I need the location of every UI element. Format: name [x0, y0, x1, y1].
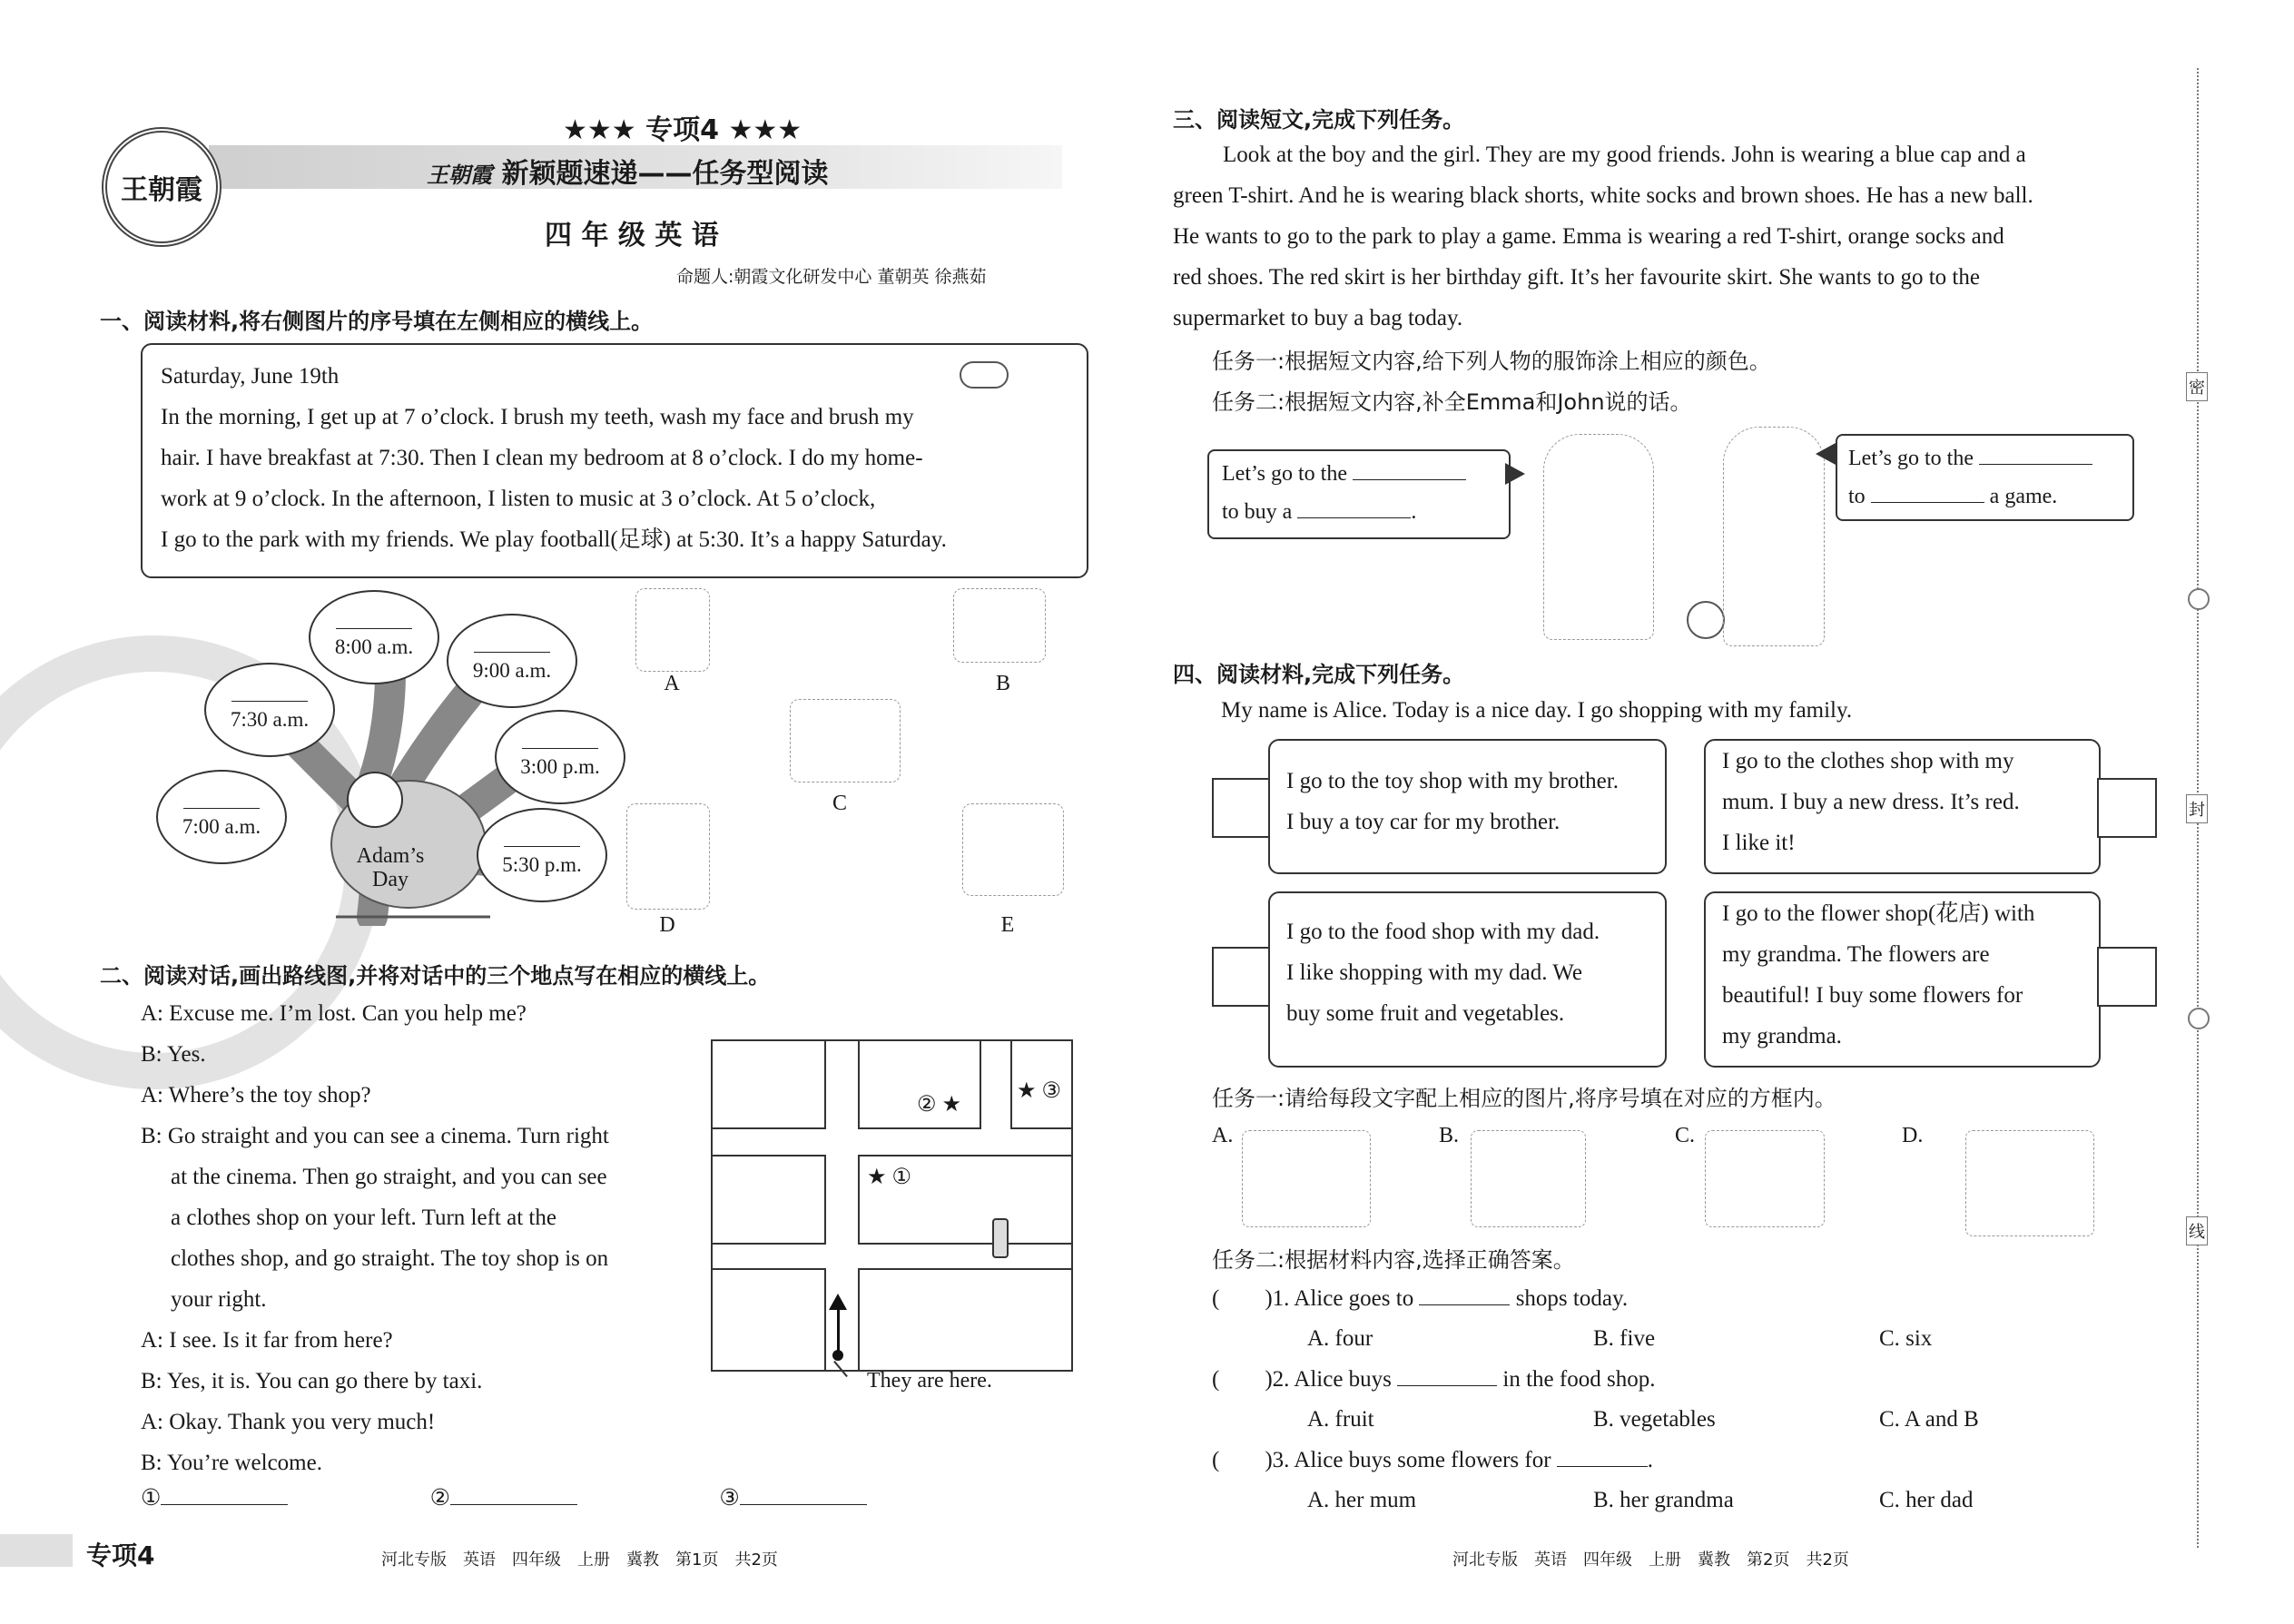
box1-line: I go to the toy shop with my brother. — [1286, 769, 1619, 793]
answer-1-label: ① — [141, 1486, 162, 1511]
emma-girl-figure — [1543, 434, 1654, 640]
part3-line: red shoes. The red skirt is her birthday gift. It’s her favourite skirt. She wants to go to the — [1173, 265, 1980, 290]
time-bubble-text: 7:30 a.m. — [230, 708, 310, 731]
here-label: They are here. — [867, 1369, 992, 1393]
john-line2b: a game. — [1989, 485, 2058, 508]
part2-answers — [141, 1478, 867, 1519]
map-block — [713, 1268, 826, 1372]
passage-box-1 — [1268, 739, 1667, 874]
header-badge: ★★★ 专项4 ★★★ — [563, 114, 802, 146]
dialogue-line: A: I see. Is it far from here? — [141, 1328, 393, 1353]
box4-line: my grandma. The flowers are — [1722, 942, 1990, 967]
q3-number[interactable]: ( )3. — [1212, 1448, 1290, 1472]
part4-pic-d-flower-shop — [1965, 1130, 2094, 1236]
q3-blank — [1557, 1466, 1648, 1467]
question-1 — [1212, 1278, 1628, 1319]
part3-line: Look at the boy and the girl. They are my good friends. John is wearing a blue cap and a — [1223, 143, 2026, 167]
q1-option-b[interactable]: B. five — [1593, 1326, 1656, 1351]
time-bubble-text: 5:30 p.m. — [502, 853, 582, 876]
q2-option-c[interactable]: C. A and B — [1879, 1407, 1979, 1432]
question-3 — [1212, 1440, 1653, 1481]
box1-line: I buy a toy car for my brother. — [1286, 810, 1561, 834]
picture-a-label: A — [664, 672, 680, 695]
part3-line: He wants to go to the park to play a game. Emma is wearing a red T-shirt, orange socks and — [1173, 224, 2004, 249]
time-bubble-text: 7:00 a.m. — [182, 815, 261, 838]
time-bubble-5 — [156, 770, 287, 864]
q3-option-c[interactable]: C. her dad — [1879, 1488, 1974, 1512]
route-map[interactable] — [711, 1039, 1073, 1372]
q1-blank — [1419, 1304, 1510, 1305]
box3-line: I like shopping with my dad. We — [1286, 960, 1582, 985]
picture-b-label: B — [995, 672, 1010, 695]
box2-line: I like it! — [1722, 831, 1796, 855]
box4-line: my grandma. — [1722, 1024, 1842, 1048]
picture-e-music — [962, 803, 1064, 896]
q2-text-b: in the food shop. — [1502, 1367, 1656, 1392]
box3-line: I go to the food shop with my dad. — [1286, 920, 1600, 944]
traffic-light-icon — [992, 1218, 1009, 1258]
start-arrow-head-icon — [829, 1294, 847, 1310]
binding-mark-seal: 封 — [2186, 794, 2208, 823]
question-2 — [1212, 1359, 1655, 1400]
time-bubble-3 — [204, 663, 335, 757]
john-place-input[interactable] — [1979, 464, 2092, 465]
part2-heading: 二、阅读对话,画出路线图,并将对话中的三个地点写在相应的横线上。 — [100, 963, 771, 989]
part4-pic-a-label: A. — [1212, 1124, 1234, 1147]
time-bubble-text: 9:00 a.m. — [472, 659, 552, 682]
emma-item-input[interactable] — [1297, 517, 1411, 518]
answer-3-label: ③ — [719, 1486, 740, 1511]
box2-line: mum. I buy a new dress. It’s red. — [1722, 790, 2020, 814]
box4-line: I go to the flower shop(花店) with — [1722, 901, 2035, 926]
dialogue-line: A: Excuse me. I’m lost. Can you help me? — [141, 1001, 527, 1026]
box4-answer-input[interactable] — [2097, 947, 2157, 1007]
header-title-text: 新颖题速递——任务型阅读 — [501, 158, 829, 190]
footer-left-tag: 专项4 — [86, 1540, 155, 1570]
dialogue-line: B: Go straight and you can see a cinema. Turn right — [141, 1124, 609, 1148]
binding-mark-seal: 密 — [2186, 372, 2208, 401]
passage-box-3 — [1268, 891, 1667, 1068]
dialogue-line: A: Okay. Thank you very much! — [141, 1410, 436, 1434]
part4-heading: 四、阅读材料,完成下列任务。 — [1173, 662, 1465, 687]
john-boy-figure — [1723, 427, 1825, 646]
picture-d-label: D — [659, 913, 675, 937]
brand-seal-text: 王朝霞 — [121, 174, 202, 206]
john-speech-bubble — [1836, 434, 2134, 521]
picture-b-football — [953, 588, 1046, 663]
dialogue-line: A: Where’s the toy shop? — [141, 1083, 371, 1107]
emma-place-input[interactable] — [1353, 479, 1466, 480]
time-bubble-1 — [309, 590, 439, 684]
part1-reading-box — [141, 343, 1088, 578]
picture-d-cleaning — [626, 803, 710, 910]
part1-line: I go to the park with my friends. We play football(足球) at 5:30. It’s a happy Saturday. — [161, 527, 947, 552]
q2-text-a: Alice buys — [1294, 1367, 1392, 1392]
box2-line: I go to the clothes shop with my — [1722, 749, 2014, 773]
passage-box-4 — [1704, 891, 2101, 1068]
part4-pic-d-label: D. — [1902, 1124, 1924, 1147]
picture-a-eating — [635, 588, 710, 672]
dialogue-line: at the cinema. Then go straight, and you can see — [171, 1165, 607, 1189]
answer-2-label: ② — [429, 1486, 451, 1511]
emma-bubble-tail — [1505, 463, 1525, 485]
binding-circle-icon — [2188, 1008, 2210, 1029]
q1-option-a[interactable]: A. four — [1307, 1326, 1373, 1351]
part4-pic-a-food-shop — [1242, 1130, 1371, 1227]
q1-text-a: Alice goes to — [1294, 1286, 1414, 1311]
footer-left-bar — [0, 1534, 73, 1567]
binding-circle-icon — [2188, 588, 2210, 610]
q3-text-a: Alice buys some flowers for — [1294, 1448, 1551, 1472]
john-line2a: to — [1848, 485, 1866, 508]
picture-c-homework — [790, 699, 901, 782]
dialogue-line: a clothes shop on your left. Turn left at the — [171, 1206, 556, 1230]
box3-line: buy some fruit and vegetables. — [1286, 1001, 1565, 1026]
dialogue-line: B: Yes, it is. You can go there by taxi. — [141, 1369, 483, 1393]
dialogue-line: B: You’re welcome. — [141, 1451, 322, 1475]
header-title — [427, 151, 828, 191]
map-mark-3: ★ ③ — [1017, 1079, 1062, 1103]
john-line1: Let’s go to the — [1848, 447, 1974, 470]
part1-line: work at 9 o’clock. In the afternoon, I listen to music at 3 o’clock. At 5 o’clock, — [161, 487, 876, 511]
map-mark-2: ② ★ — [917, 1093, 962, 1117]
map-mark-1: ★ ① — [867, 1166, 912, 1189]
part4-pic-b-label: B. — [1439, 1124, 1460, 1147]
time-bubble-2 — [447, 614, 577, 708]
q3-option-a[interactable]: A. her mum — [1307, 1488, 1417, 1512]
part3-passage — [1173, 134, 2161, 339]
emma-line2: to buy a — [1222, 500, 1293, 524]
part3-task1: 任务一:根据短文内容,给下列人物的服饰涂上相应的颜色。 — [1212, 349, 1771, 374]
box4-line: beautiful! I buy some flowers for — [1722, 983, 2023, 1008]
dialogue-line: clothes shop, and go straight. The toy shop is on — [171, 1246, 609, 1271]
part1-heading: 一、阅读材料,将右侧图片的序号填在左侧相应的横线上。 — [100, 309, 654, 334]
john-bubble-tail — [1816, 443, 1836, 465]
time-bubble-4 — [495, 710, 625, 804]
dialogue-line: B: Yes. — [141, 1042, 206, 1067]
cloud-icon — [960, 361, 1009, 389]
q1-option-c[interactable]: C. six — [1879, 1326, 1933, 1351]
part4-pic-c-label: C. — [1675, 1124, 1696, 1147]
box1-answer-input[interactable] — [1212, 778, 1272, 838]
adam-avatar-icon — [347, 772, 403, 828]
start-dot-icon — [832, 1350, 843, 1361]
passage-box-2 — [1704, 739, 2101, 874]
binding-mark-seal: 线 — [2186, 1216, 2208, 1245]
part4-task1: 任务一:请给每段文字配上相应的图片,将序号填在对应的方框内。 — [1212, 1086, 1836, 1111]
box2-answer-input[interactable] — [2097, 778, 2157, 838]
header-title-brand: 王朝霞 — [427, 162, 492, 188]
part4-task2: 任务二:根据材料内容,选择正确答案。 — [1212, 1247, 1575, 1273]
answer-2-input[interactable] — [450, 1504, 577, 1505]
q2-blank — [1397, 1385, 1497, 1386]
part3-line: green T-shirt. And he is wearing black shorts, white socks and brown shoes. He has a new ball. — [1173, 183, 2033, 208]
part3-heading: 三、阅读短文,完成下列任务。 — [1173, 107, 1465, 133]
q1-text-b: shops today. — [1515, 1286, 1629, 1311]
brand-seal — [102, 127, 222, 247]
part4-pic-b-toy-shop — [1471, 1130, 1586, 1227]
time-bubble-text: 8:00 a.m. — [334, 635, 414, 658]
john-verb-input[interactable] — [1871, 502, 1984, 503]
dialogue — [141, 993, 685, 1483]
time-bubble-text: 3:00 p.m. — [520, 755, 600, 778]
ball-icon — [1687, 601, 1725, 639]
time-bubble-6 — [477, 808, 607, 902]
part4-pic-c-clothes-shop — [1705, 1130, 1825, 1227]
q3-option-b[interactable]: B. her grandma — [1593, 1488, 1734, 1512]
emma-line1: Let’s go to the — [1222, 462, 1347, 486]
answer-3-input[interactable] — [740, 1504, 867, 1505]
footer-right-info: 河北专版 英语 四年级 上册 冀教 第2页 共2页 — [1452, 1550, 1849, 1570]
page-subtitle: 四 年 级 英 语 — [545, 220, 719, 251]
map-block — [858, 1268, 1073, 1372]
part1-line: In the morning, I get up at 7 o’clock. I brush my teeth, wash my face and brush my — [161, 405, 914, 429]
q3-text-b: . — [1647, 1448, 1654, 1472]
part3-task2: 任务二:根据短文内容,补全Emma和John说的话。 — [1212, 389, 1692, 415]
box3-answer-input[interactable] — [1212, 947, 1272, 1007]
map-block — [713, 1041, 826, 1129]
emma-speech-bubble: Let’s go to the to buy a . — [1207, 449, 1511, 539]
part4-intro: My name is Alice. Today is a nice day. I go shopping with my family. — [1221, 698, 1853, 723]
tree-center-label: Adam’s Day — [356, 844, 425, 891]
part1-line: hair. I have breakfast at 7:30. Then I clean my bedroom at 8 o’clock. I do my home- — [161, 446, 923, 470]
picture-c-label: C — [832, 792, 847, 815]
part1-date: Saturday, June 19th — [161, 364, 340, 389]
map-block — [713, 1155, 826, 1245]
q2-number[interactable]: ( )2. — [1212, 1367, 1290, 1392]
part3-line: supermarket to buy a bag today. — [1173, 306, 1463, 330]
q2-option-a[interactable]: A. fruit — [1307, 1407, 1374, 1432]
picture-e-label: E — [1000, 913, 1015, 937]
q2-option-b[interactable]: B. vegetables — [1593, 1407, 1716, 1432]
answer-1-input[interactable] — [161, 1504, 288, 1505]
authors-line: 命题人:朝霞文化研发中心 董朝英 徐燕茹 — [676, 267, 987, 287]
dialogue-line: your right. — [171, 1287, 267, 1312]
q1-number[interactable]: ( )1. — [1212, 1286, 1290, 1311]
footer-left-info: 河北专版 英语 四年级 上册 冀教 第1页 共2页 — [381, 1550, 778, 1570]
part1-text — [161, 397, 1078, 560]
